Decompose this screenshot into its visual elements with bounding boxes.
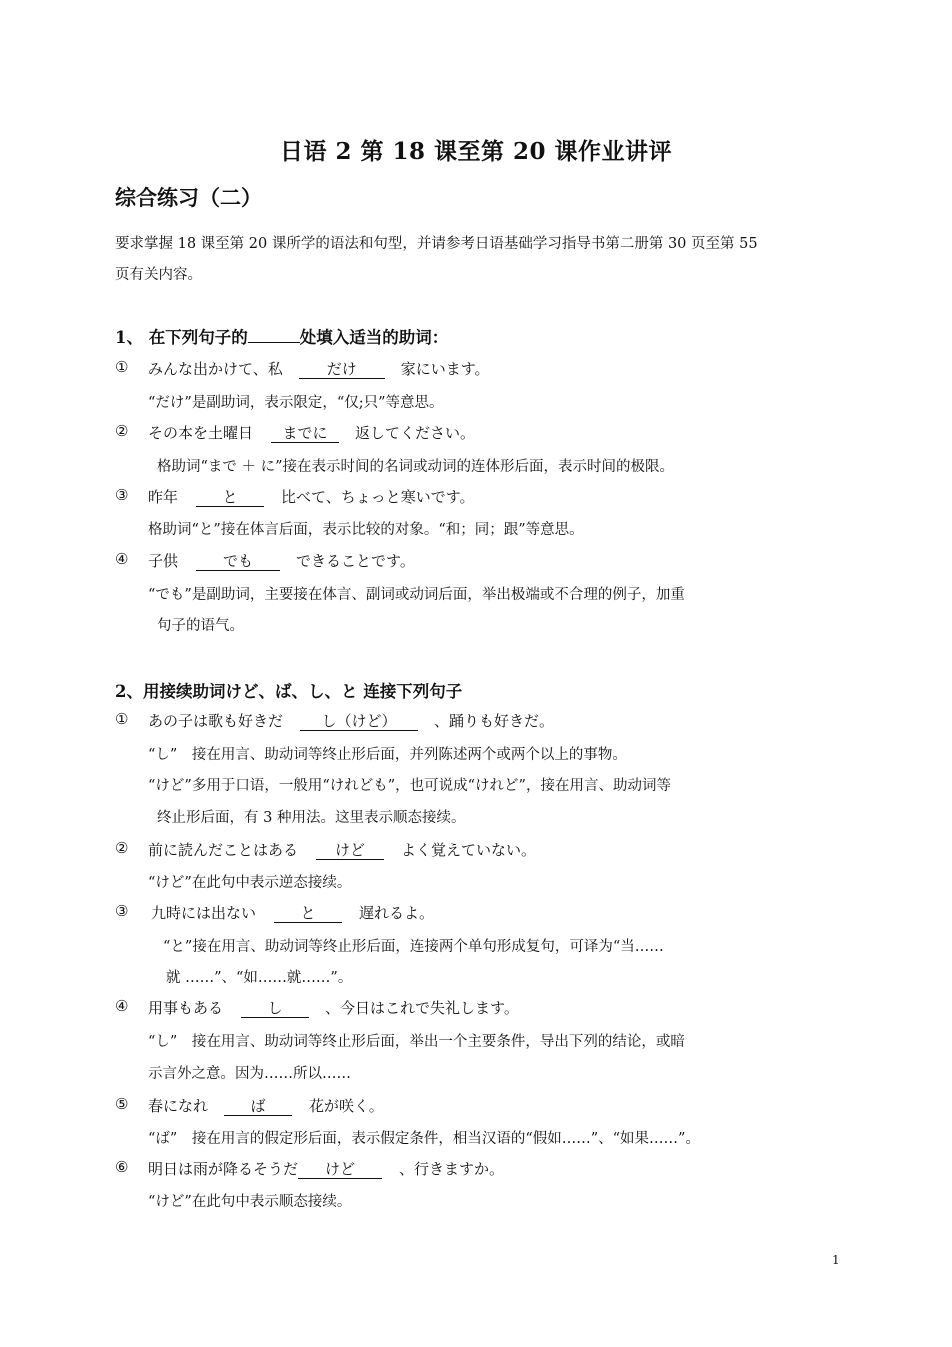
heading-blank-line xyxy=(248,326,300,343)
s1-question-2 xyxy=(115,422,128,440)
question-pre: その本を土曜日 xyxy=(148,424,254,442)
question-number: ④ xyxy=(115,997,129,1015)
s2-explanation-6: “けど”在此句中表示顺态接续。 xyxy=(148,1194,352,1210)
question-pre: 明日は雨が降るそうだ xyxy=(148,1160,299,1178)
s2-explanation-2: “けど”在此句中表示逆态接续。 xyxy=(148,875,352,891)
section-subtitle: 综合练习（二） xyxy=(115,185,262,210)
question-pre: あの子は歌も好きだ xyxy=(148,712,284,730)
s2-explanation-5: “ば” 接在用言的假定形后面，表示假定条件，相当汉语的“假如……”、“如果……”。 xyxy=(148,1131,700,1147)
s2-explanation-1a: “し” 接在用言、助动词等终止形后面，并列陈述两个或两个以上的事物。 xyxy=(148,747,627,763)
answer-blank: し xyxy=(241,1000,309,1018)
s2-question-3 xyxy=(115,902,128,920)
s1-question-4-text xyxy=(148,550,415,571)
answer-blank: けど xyxy=(298,1161,382,1179)
answer-blank: だけ xyxy=(299,361,385,379)
s1-question-3 xyxy=(115,486,128,504)
question-post: よく覚えていない。 xyxy=(401,841,537,859)
page-title: 日语 2 第 18 课至第 20 课作业讲评 xyxy=(279,138,673,165)
answer-blank: と xyxy=(196,489,264,507)
question-post: 花が咲く。 xyxy=(309,1097,384,1115)
s1-question-1-text xyxy=(148,358,490,379)
question-post: 、行きますか。 xyxy=(399,1160,505,1178)
s2-question-6-text xyxy=(148,1158,504,1179)
s1-question-2-text xyxy=(148,422,475,443)
question-pre: みんな出かけて、私 xyxy=(148,360,283,378)
s2-explanation-3b: 就 ……”、“如……就……”。 xyxy=(166,970,353,986)
intro-line-1: 要求掌握 18 课至第 20 课所学的语法和句型，并请参考日语基础学习指导书第二册第 30 页至第 55 xyxy=(115,236,758,252)
answer-blank: ば xyxy=(224,1098,292,1116)
s2-explanation-4b: 示言外之意。因为……所以…… xyxy=(148,1066,351,1082)
s2-explanation-4a: “し” 接在用言、助动词等终止形后面，举出一个主要条件，导出下列的结论，或暗 xyxy=(148,1034,685,1050)
s2-question-4 xyxy=(115,997,128,1015)
question-pre: 昨年 xyxy=(148,488,179,506)
question-number: ① xyxy=(115,358,129,376)
s2-question-1-text xyxy=(148,710,554,731)
question-pre: 春になれ xyxy=(148,1097,209,1115)
question-post: 家にいます。 xyxy=(400,360,490,378)
s2-question-4-text xyxy=(148,997,519,1018)
intro-line-2: 页有关内容。 xyxy=(115,267,202,283)
section2-heading: 2、用接续助词けど、ば、し、と 连接下列句子 xyxy=(115,682,463,701)
page-number: 1 xyxy=(832,1253,840,1267)
section1-heading xyxy=(115,324,448,348)
s1-question-3-text xyxy=(148,486,475,507)
s1-question-4 xyxy=(115,550,128,568)
s2-question-5 xyxy=(115,1095,128,1113)
answer-blank: けど xyxy=(316,842,384,860)
section1-heading-pre: 1、 在下列句子的 xyxy=(115,328,248,347)
s2-question-3-text xyxy=(151,902,434,923)
question-pre: 用事もある xyxy=(148,999,224,1017)
answer-blank: と xyxy=(274,905,342,923)
section1-heading-post: 处填入适当的助词： xyxy=(299,328,449,347)
question-number: ④ xyxy=(115,550,129,568)
s2-explanation-1c: 终止形后面，有 3 种用法。这里表示顺态接续。 xyxy=(157,810,466,826)
question-post: 、今日はこれで失礼します。 xyxy=(325,999,519,1017)
s2-question-6 xyxy=(115,1158,128,1176)
question-number: ⑥ xyxy=(115,1158,129,1176)
question-number: ③ xyxy=(115,486,129,504)
question-post: 比べて、ちょっと寒いです。 xyxy=(281,488,475,506)
s1-explanation-2: 格助词“まで ＋ に”接在表示时间的名词或动词的连体形后面，表示时间的极限。 xyxy=(157,459,675,475)
question-number: ② xyxy=(115,422,129,440)
question-post: 返してください。 xyxy=(355,424,476,442)
s2-question-1 xyxy=(115,710,128,728)
s1-explanation-3: 格助词“と”接在体言后面，表示比较的对象。“和；同；跟”等意思。 xyxy=(148,522,584,538)
question-post: できることです。 xyxy=(296,552,415,570)
question-pre: 九時には出ない xyxy=(151,904,257,922)
answer-blank: でも xyxy=(196,553,280,571)
s1-explanation-4b: 句子的语气。 xyxy=(157,618,244,634)
s2-explanation-3a: “と”接在用言、助动词等终止形后面，连接两个单句形成复句，可译为“当…… xyxy=(163,939,664,955)
s2-question-5-text xyxy=(148,1095,384,1116)
question-pre: 前に読んだことはある xyxy=(148,841,299,859)
answer-blank: し（けど） xyxy=(300,713,418,731)
question-number: ② xyxy=(115,839,129,857)
s2-explanation-1b: “けど”多用于口语，一般用“けれども”，也可说成“けれど”，接在用言、助动词等 xyxy=(148,778,671,794)
question-number: ⑤ xyxy=(115,1095,129,1113)
s1-explanation-1: “だけ”是副助词，表示限定，“仅;只”等意思。 xyxy=(148,395,444,411)
question-post: 遅れるよ。 xyxy=(359,904,435,922)
question-number: ③ xyxy=(115,902,129,920)
question-pre: 子供 xyxy=(148,552,179,570)
s2-question-2 xyxy=(115,839,128,857)
answer-blank: までに xyxy=(271,425,339,443)
question-number: ① xyxy=(115,710,129,728)
question-post: 、踊りも好きだ。 xyxy=(434,712,555,730)
s1-explanation-4a: “でも”是副助词，主要接在体言、副词或动词后面，举出极端或不合理的例子，加重 xyxy=(148,587,685,603)
s1-question-1 xyxy=(115,358,128,376)
s2-question-2-text xyxy=(148,839,536,860)
